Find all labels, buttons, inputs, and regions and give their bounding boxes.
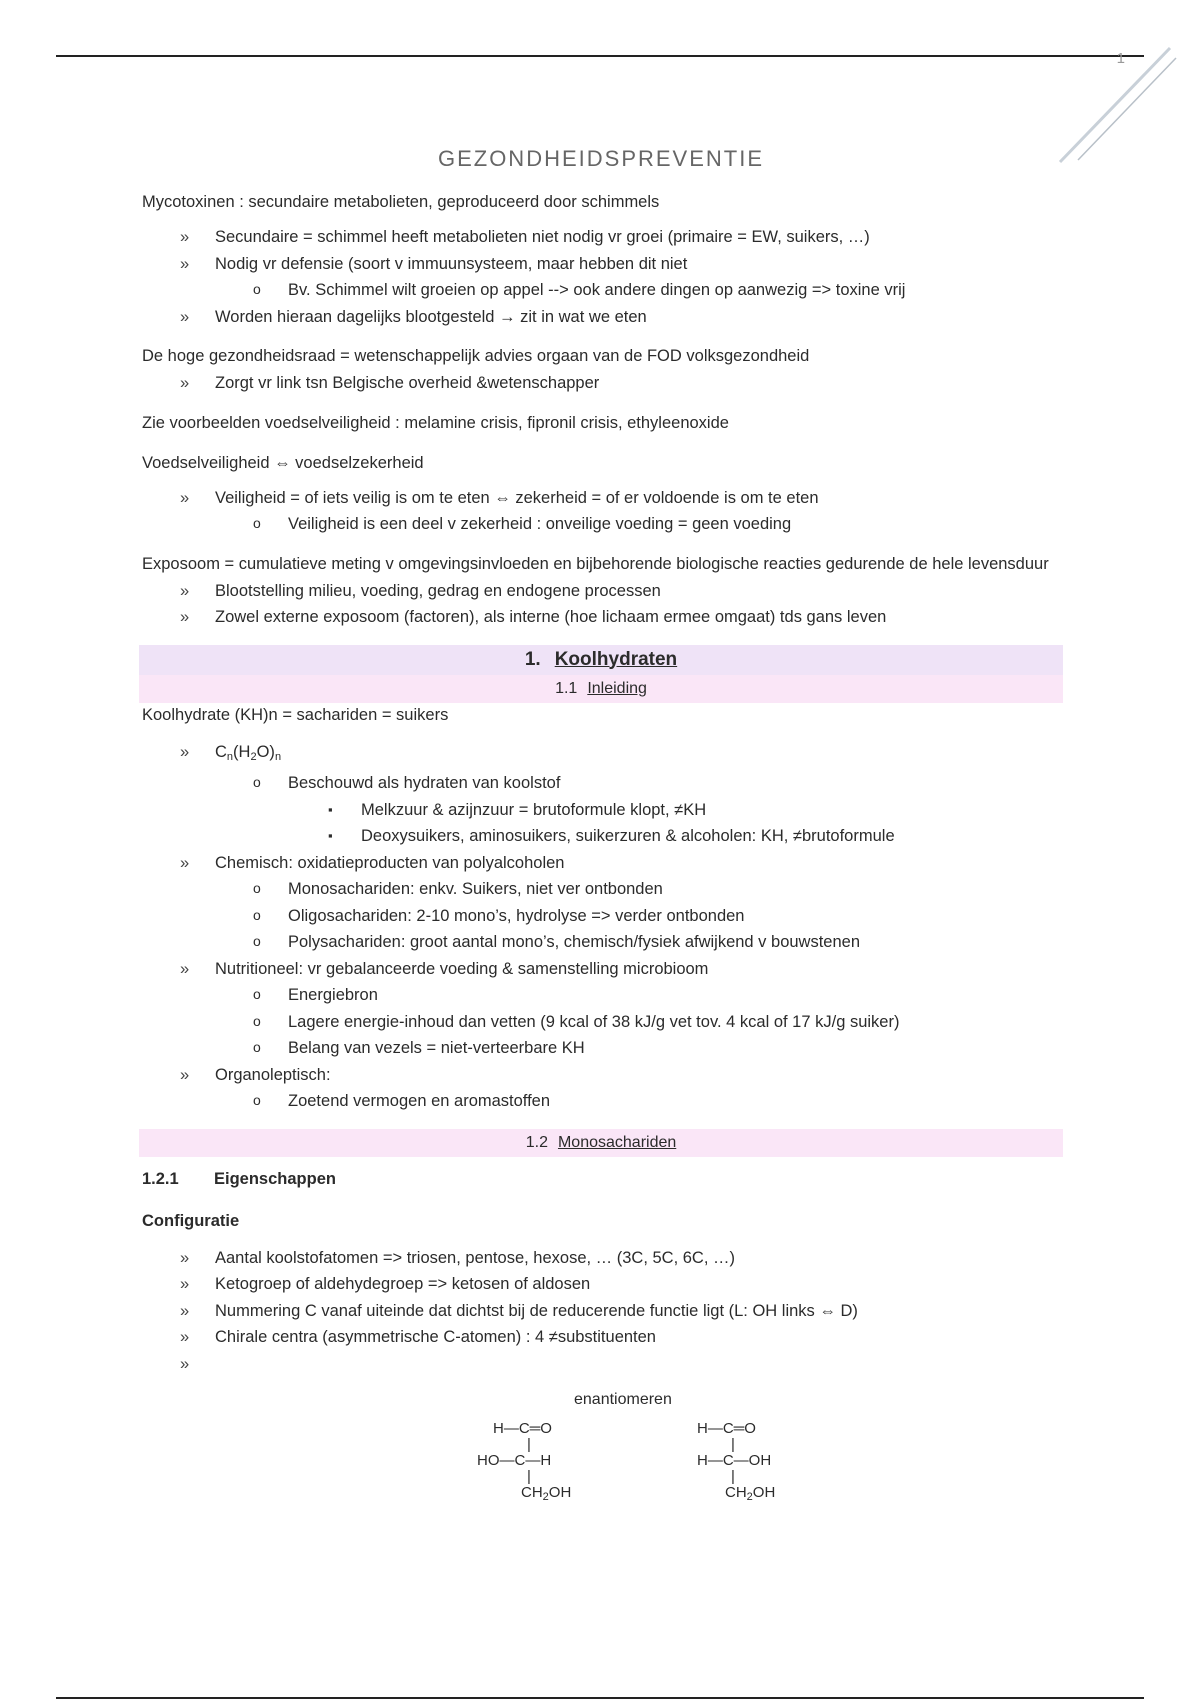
list-item: » Ketogroep of aldehydegroep => ketosen of aldosen xyxy=(142,1271,1060,1298)
exposome-lead: Exposoom = cumulatieve meting v omgevingsinvloeden en bijbehorende biologische reacties gedurende de hele levensduur xyxy=(142,554,1049,573)
list-item: o Belang van vezels = niet-verteerbare KH xyxy=(215,1035,1060,1062)
list-item xyxy=(142,739,1060,850)
list-item: o Polysachariden: groot aantal mono’s, chemisch/fysiek afwijkend v bouwstenen xyxy=(215,929,1060,956)
list-item: o Veiligheid is een deel v zekerheid : onveilige voeding = geen voeding xyxy=(215,511,1060,538)
section-heading-1: 1. Koolhydraten xyxy=(139,645,1063,675)
list-item: o Bv. Schimmel wilt groeien op appel --> ook andere dingen op aanwezig => toxine vrij xyxy=(215,277,1060,304)
figure-caption: enantiomeren xyxy=(574,1391,672,1408)
kh-list xyxy=(142,739,1060,1115)
molecule-left: H—C═O | HO—C—H | $CH_2OH$ xyxy=(477,1420,572,1503)
list-item: » Veiligheid = of iets veilig is om te eten ⇔ zekerheid = of er voldoende is om te eten o Veiligheid is een deel v zekerheid : onveilige voeding = geen voeding xyxy=(142,485,1060,538)
list-item: » Nutritioneel: vr gebalanceerde voeding & samenstelling microbioom o Energiebron o Lagere energie-inhoud dan vetten (9 kcal of 38 kJ/g vet tov. 4 kcal of 17 kJ/g suiker) o Belang van vezels = niet-verteerbare KH xyxy=(142,956,1060,1062)
formula: $C_n(H_2O)_n$ xyxy=(215,742,282,763)
exposome-list xyxy=(142,578,1060,631)
list-item: » Aantal koolstofatomen => triosen, pentose, hexose, … (3C, 5C, 6C, …) xyxy=(142,1245,1060,1272)
header-rule xyxy=(56,55,1144,57)
list-item: o Beschouwd als hydraten van koolstof ▪ Melkzuur & azijnzuur = brutoformule klopt, ≠KH ▪ Deoxysuikers, aminosuikers, suikerzuren & alcoholen: KH, ≠brutoformule xyxy=(215,770,1060,850)
hgr-lead: De hoge gezondheidsraad = wetenschappelijk advies orgaan van de FOD volksgezondheid xyxy=(142,347,810,365)
mycotoxin-lead: Mycotoxinen : secundaire metabolieten, geproduceerd door schimmels xyxy=(142,193,660,211)
list-item: » Blootstelling milieu, voeding, gedrag en endogene processen xyxy=(142,578,1060,605)
list-item: » Chirale centra (asymmetrische C-atomen) : 4 ≠substituenten xyxy=(142,1324,1060,1351)
examples-line: Zie voorbeelden voedselveiligheid : melamine crisis, fipronil crisis, ethyleenoxide xyxy=(142,413,729,432)
list-item: o Energiebron xyxy=(215,982,1060,1009)
section-heading-1-2: 1.2 Monosachariden xyxy=(139,1129,1063,1157)
section-heading-1-1: 1.1 Inleiding xyxy=(139,675,1063,703)
list-item: o Lagere energie-inhoud dan vetten (9 kcal of 38 kJ/g vet tov. 4 kcal of 17 kJ/g suiker) xyxy=(215,1009,1060,1036)
enantiomer-figure xyxy=(142,1391,1060,1511)
list-item: ▪ Melkzuur & azijnzuur = brutoformule klopt, ≠KH xyxy=(288,797,1060,824)
list-item: » Chemisch: oxidatieproducten van polyalcoholen o Monosachariden: enkv. Suikers, niet ver ontbonden o Oligosachariden: 2-10 mono’s, hydrolyse => verder ontbonden o Polysachariden: groot aantal mono’s, chemisch/fysiek afwijkend v bouwstenen xyxy=(142,850,1060,956)
list-item: ▪ Deoxysuikers, aminosuikers, suikerzuren & alcoholen: KH, ≠brutoformule xyxy=(288,823,1060,850)
mycotoxin-list xyxy=(142,224,1060,330)
list-item: » Zowel externe exposoom (factoren), als interne (hoe lichaam ermee omgaat) tds gans leven xyxy=(142,604,1060,631)
doc-title: GEZONDHEIDSPREVENTIE xyxy=(437,146,765,171)
safety-lead: Voedselveiligheid ⇔ voedselzekerheid xyxy=(142,453,424,472)
safety-list xyxy=(142,485,1060,538)
molecule-right: H—C═O | H—C—OH | $CH_2OH$ xyxy=(697,1420,776,1503)
configuration-list xyxy=(142,1245,1060,1378)
page-number: 1 xyxy=(1116,50,1125,67)
list-item: o Zoetend vermogen en aromastoffen xyxy=(215,1088,1060,1115)
document-body xyxy=(142,146,1060,1511)
list-item: » Worden hieraan dagelijks blootgesteld → zit in wat we eten xyxy=(142,304,1060,331)
subsection-heading: 1.2.1 Eigenschappen xyxy=(142,1169,336,1188)
list-item: » Nodig vr defensie (soort v immuunsysteem, maar hebben dit niet o Bv. Schimmel wilt groeien op appel --> ook andere dingen op aanwezig => toxine vrij xyxy=(142,251,1060,304)
kh-lead: Koolhydrate (KH)n = sachariden = suikers xyxy=(142,705,449,724)
list-item xyxy=(142,1351,1060,1378)
footer-rule xyxy=(56,1697,1144,1699)
list-item: » Organoleptisch: o Zoetend vermogen en aromastoffen xyxy=(142,1062,1060,1115)
list-item: o Monosachariden: enkv. Suikers, niet ver ontbonden xyxy=(215,876,1060,903)
list-item: » Zorgt vr link tsn Belgische overheid &wetenschapper xyxy=(142,370,1060,397)
list-item: » Nummering C vanaf uiteinde dat dichtst bij de reducerende functie ligt (L: OH links ⇔ D) xyxy=(142,1298,1060,1325)
list-item: » Secundaire = schimmel heeft metabolieten niet nodig vr groei (primaire = EW, suikers, …) xyxy=(142,224,1060,251)
configuration-heading: Configuratie xyxy=(142,1211,240,1230)
list-item: o Oligosachariden: 2-10 mono’s, hydrolyse => verder ontbonden xyxy=(215,903,1060,930)
hgr-list xyxy=(142,370,1060,397)
